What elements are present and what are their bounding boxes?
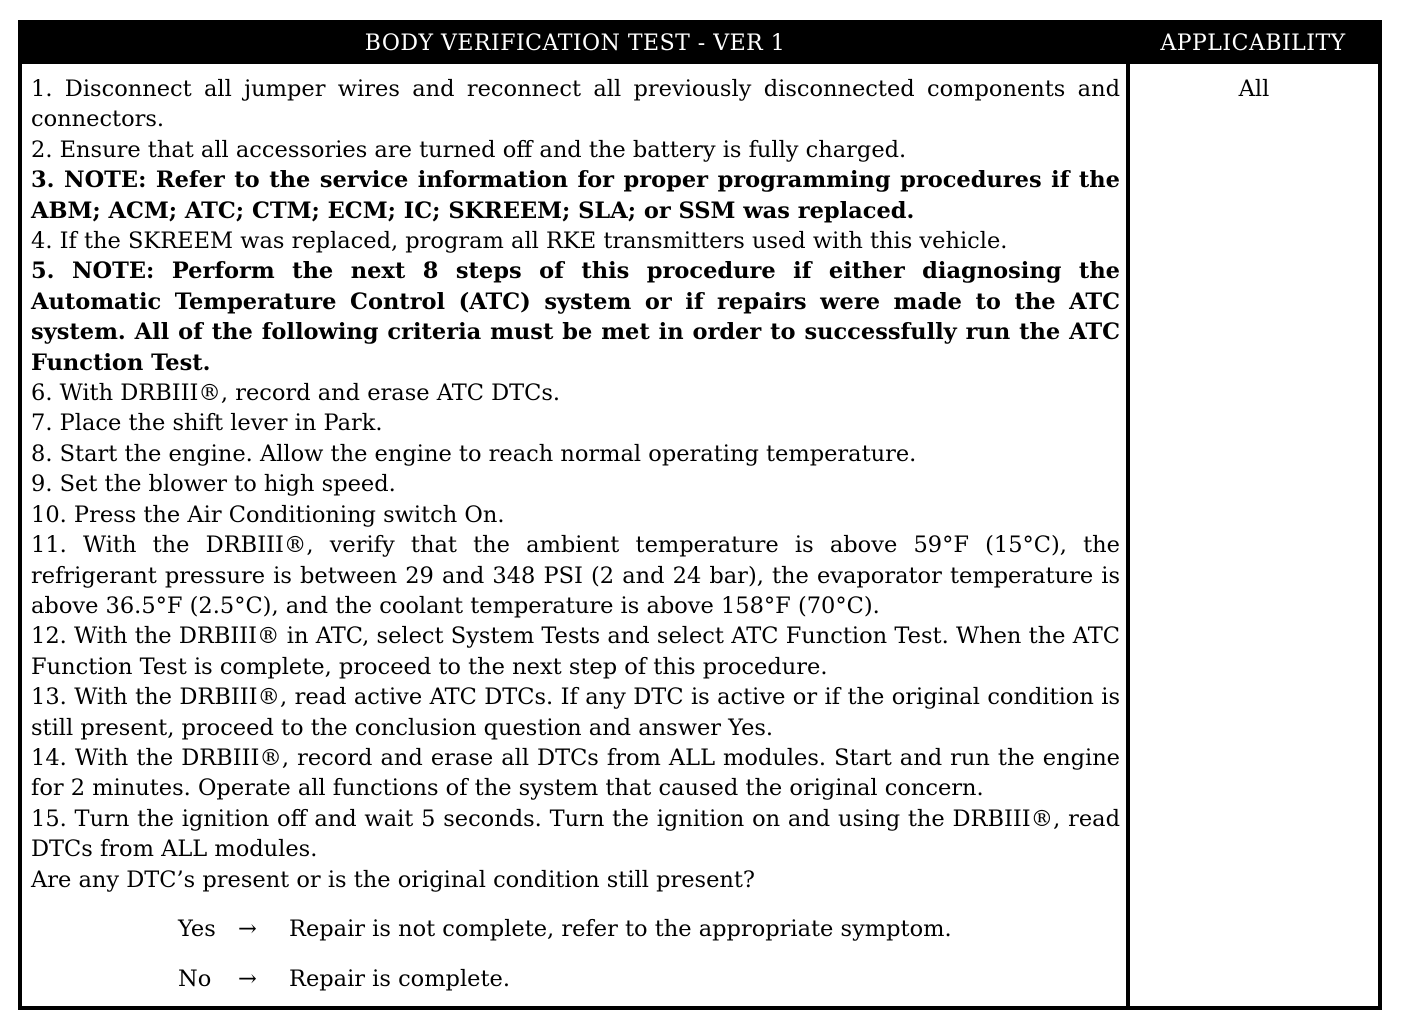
procedure-column (31, 74, 1120, 1004)
conclusion-question: Are any DTC’s present or is the original condition still present? (31, 866, 755, 893)
procedure-steps (31, 74, 1120, 865)
procedure-step: 4. If the SKREEM was replaced, program all RKE transmitters used with this vehicle. (31, 228, 1008, 255)
procedure-step: 9. Set the blower to high speed. (31, 471, 396, 498)
applicability-value: All (1238, 76, 1270, 102)
procedure-step: 12. With the DRBIII® in ATC, select System Tests and select ATC Function Test. When the ATC Function Test is complete, proceed to the next step of this procedure. (31, 623, 1120, 680)
table-title: BODY VERIFICATION TEST - VER 1 (364, 31, 786, 56)
procedure-step: 10. Press the Air Conditioning switch On. (31, 501, 505, 528)
procedure-step: 8. Start the engine. Allow the engine to reach normal operating temperature. (31, 440, 917, 467)
arrow-right-icon: → (238, 965, 257, 992)
procedure-step: 13. With the DRBIII®, read active ATC DTCs. If any DTC is active or if the original condition is still present, proceed to the conclusion question and answer Yes. (31, 684, 1120, 741)
answer-no-label: No (178, 965, 212, 992)
answer-yes-label: Yes (178, 915, 216, 942)
answer-no-row (31, 954, 1120, 1004)
procedure-step: 6. With DRBIII®, record and erase ATC DTCs. (31, 380, 561, 407)
verification-test-table (18, 20, 1382, 1010)
procedure-step: 14. With the DRBIII®, record and erase all DTCs from ALL modules. Start and run the engine for 2 minutes. Operate all functions of the system that caused the original concern. (31, 744, 1120, 802)
answer-yes-result: Repair is not complete, refer to the appropriate symptom. (289, 915, 952, 942)
answer-yes-row (31, 904, 1120, 954)
column-divider (1126, 64, 1130, 1006)
arrow-right-icon: → (238, 915, 257, 942)
procedure-note: 5. NOTE: Perform the next 8 steps of this procedure if either diagnosing the Automatic Temperature Control (ATC) system or if repairs were made to the ATC system. All of the following criteria must be met in order to successfully run the ATC Function Test. (31, 258, 1120, 376)
procedure-step: 11. With the DRBIII®, verify that the ambient temperature is above 59°F (15°C), the refrigerant pressure is between 29 and 348 PSI (2 and 24 bar), the evaporator temperature is above 36.5°F (2.5°C), and the coolant temperature is above 158°F (70°C). (31, 532, 1120, 619)
procedure-step: 7. Place the shift lever in Park. (31, 410, 383, 437)
procedure-step: 15. Turn the ignition off and wait 5 seconds. Turn the ignition on and using the DRBIII®, read DTCs from ALL modules. (31, 805, 1120, 863)
answer-no-result: Repair is complete. (289, 965, 510, 992)
applicability-header: APPLICABILITY (1160, 31, 1346, 56)
procedure-step: 2. Ensure that all accessories are turned off and the battery is fully charged. (31, 136, 907, 163)
table-header-row (22, 24, 1378, 64)
procedure-step: 1. Disconnect all jumper wires and reconnect all previously disconnected components and connectors. (31, 76, 1120, 133)
procedure-note: 3. NOTE: Refer to the service information for proper programming procedures if the ABM; ACM; ATC; CTM; ECM; IC; SKREEM; SLA; or SSM was replaced. (31, 167, 1120, 224)
